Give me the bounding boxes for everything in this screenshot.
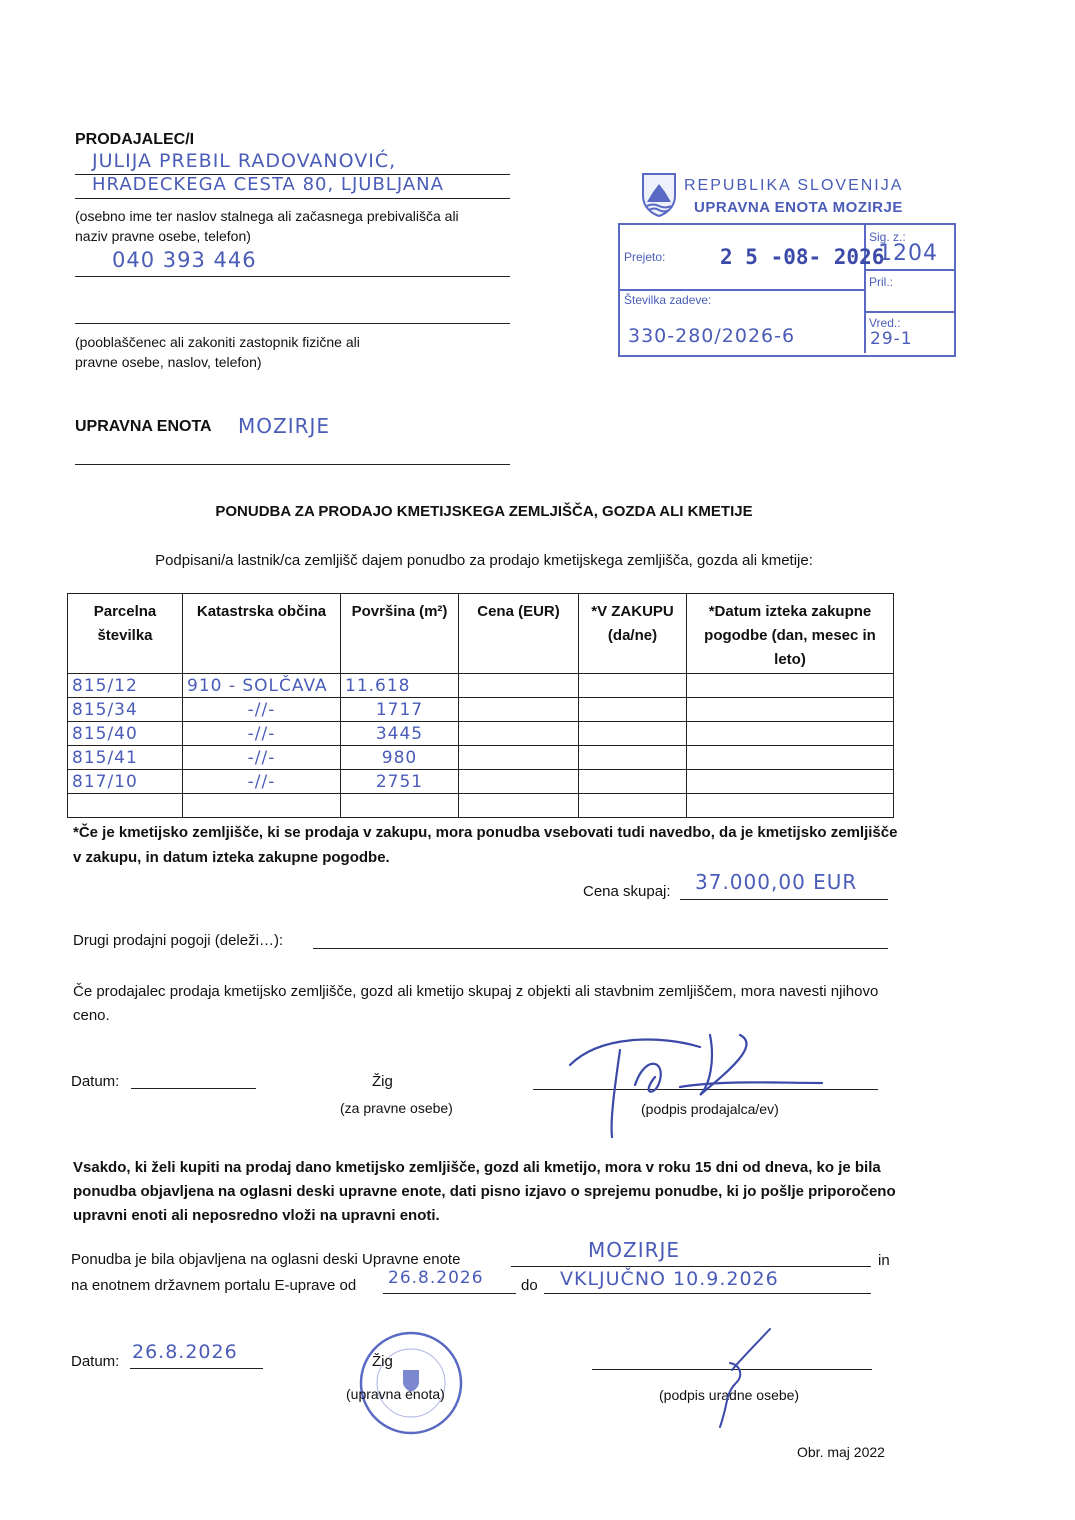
vred-value: 29-1 bbox=[870, 329, 913, 349]
total-label: Cena skupaj: bbox=[583, 883, 671, 900]
published-text-1: Ponudba je bila objavljena na oglasni deski Upravne enote bbox=[71, 1251, 461, 1268]
cell-cadastral: -//- bbox=[247, 771, 276, 792]
seller-signature bbox=[560, 1025, 830, 1145]
col-lease-end: *Datum izteka zakupne pogodbe (dan, mesec in leto) bbox=[687, 594, 894, 674]
cell-lease-end bbox=[687, 722, 894, 746]
case-value: 330-280/2026-6 bbox=[628, 325, 796, 347]
office-value: MOZIRJE bbox=[238, 414, 331, 438]
cell-lease bbox=[579, 770, 687, 794]
table-row bbox=[68, 722, 894, 746]
cell-lease bbox=[579, 674, 687, 698]
office-line bbox=[75, 464, 510, 465]
cell-lease-end bbox=[687, 698, 894, 722]
case-label: Številka zadeve: bbox=[624, 293, 712, 307]
cell-parcel: 815/12 bbox=[72, 675, 138, 696]
cell-area: 3445 bbox=[375, 723, 424, 744]
cell-price bbox=[459, 698, 579, 722]
phone-line bbox=[75, 276, 510, 277]
total-line bbox=[680, 899, 888, 900]
parcel-table bbox=[67, 593, 894, 818]
cell-area: 11.618 bbox=[345, 675, 411, 696]
cell-lease bbox=[579, 794, 687, 818]
seller-address: HRADECKEGA CESTA 80, LJUBLJANA bbox=[92, 174, 444, 195]
cell-area: 2751 bbox=[375, 771, 424, 792]
published-from: 26.8.2026 bbox=[388, 1268, 484, 1288]
table-row bbox=[68, 794, 894, 818]
datum-value-2: 26.8.2026 bbox=[132, 1341, 238, 1363]
published-to-line bbox=[544, 1293, 871, 1294]
office-seal bbox=[358, 1330, 464, 1436]
official-signature-caption: (podpis uradne osebe) bbox=[659, 1387, 800, 1403]
cell-lease-end bbox=[687, 674, 894, 698]
objects-note: Če prodajalec prodaja kmetijsko zemljišče, gozd ali kmetijo skupaj z objekti ali stavbnim zemljiščem, mora navesti njihovo ceno. bbox=[73, 983, 879, 1024]
cell-parcel: 815/41 bbox=[72, 747, 138, 768]
col-lease: *V ZAKUPU (da/ne) bbox=[579, 594, 687, 674]
seller-name: JULIJA PREBIL RADOVANOVIĆ, bbox=[92, 150, 397, 172]
cell-area: 1717 bbox=[375, 699, 424, 720]
zig-label-2: Žig bbox=[372, 1353, 393, 1370]
cell-cadastral: 910 - SOLČAVA bbox=[187, 675, 328, 696]
col-area: Površina (m²) bbox=[341, 594, 459, 674]
published-office-line bbox=[511, 1266, 871, 1267]
table-row bbox=[68, 746, 894, 770]
page-title: PONUDBA ZA PRODAJO KMETIJSKEGA ZEMLJIŠČA, GOZDA ALI KMETIJE bbox=[215, 503, 753, 520]
datum-label-2: Datum: bbox=[71, 1353, 120, 1370]
published-do: do bbox=[521, 1277, 538, 1294]
datum-label-1: Datum: bbox=[71, 1073, 120, 1090]
col-cadastral: Katastrska občina bbox=[183, 594, 341, 674]
cell-parcel bbox=[68, 794, 183, 818]
total-value: 37.000,00 EUR bbox=[695, 870, 858, 894]
cell-lease bbox=[579, 722, 687, 746]
coat-of-arms-icon bbox=[641, 172, 677, 218]
stamp-office: UPRAVNA ENOTA MOZIRJE bbox=[694, 199, 903, 216]
pril-label: Pril.: bbox=[869, 275, 893, 289]
col-parcel: Parcelna številka bbox=[68, 594, 183, 674]
sig-label: Sig. z.: bbox=[869, 230, 906, 244]
cell-price bbox=[459, 794, 579, 818]
zig-sub-1: (za pravne osebe) bbox=[340, 1100, 453, 1116]
cell-lease-end bbox=[687, 794, 894, 818]
seller-signature-caption: (podpis prodajalca/ev) bbox=[641, 1101, 779, 1117]
seller-phone: 040 393 446 bbox=[112, 248, 257, 272]
cell-area bbox=[341, 794, 459, 818]
agent-line bbox=[75, 323, 510, 324]
published-text-2: na enotnem državnem portalu E-uprave od bbox=[71, 1277, 357, 1294]
cell-cadastral bbox=[183, 794, 341, 818]
vred-label: Vred.: bbox=[869, 316, 901, 330]
cell-parcel: 815/40 bbox=[72, 723, 138, 744]
datum-line-2 bbox=[130, 1368, 263, 1369]
cell-area: 980 bbox=[381, 747, 418, 768]
cell-parcel: 815/34 bbox=[72, 699, 138, 720]
other-terms-line bbox=[313, 948, 888, 949]
cell-price bbox=[459, 674, 579, 698]
table-row bbox=[68, 770, 894, 794]
stamp-republic: REPUBLIKA SLOVENIJA bbox=[684, 177, 904, 194]
office-label: UPRAVNA ENOTA bbox=[75, 418, 212, 435]
col-price: Cena (EUR) bbox=[459, 594, 579, 674]
other-terms-label: Drugi prodajni pogoji (deleži…): bbox=[73, 932, 284, 949]
table-row bbox=[68, 674, 894, 698]
table-row bbox=[68, 698, 894, 722]
cell-cadastral: -//- bbox=[247, 699, 276, 720]
datum-line-1 bbox=[131, 1088, 256, 1089]
published-in: in bbox=[878, 1252, 890, 1269]
cell-price bbox=[459, 746, 579, 770]
intro-text: Podpisani/a lastnik/ca zemljišč dajem ponudbo za prodajo kmetijskega zemljišča, gozda ali kmetije: bbox=[155, 552, 813, 569]
cell-lease bbox=[579, 698, 687, 722]
cell-price bbox=[459, 722, 579, 746]
received-date: 2 5 -08- 2026 bbox=[720, 245, 885, 269]
seller-address-line bbox=[75, 198, 510, 199]
received-label: Prejeto: bbox=[624, 250, 666, 264]
agent-desc: (pooblaščenec ali zakoniti zastopnik fizične ali pravne osebe, naslov, telefon) bbox=[75, 334, 360, 370]
official-signature bbox=[700, 1325, 780, 1430]
published-office: MOZIRJE bbox=[588, 1238, 681, 1262]
zig-label-1: Žig bbox=[372, 1073, 393, 1090]
cell-cadastral: -//- bbox=[247, 723, 276, 744]
seller-heading: PRODAJALEC/I bbox=[75, 131, 195, 148]
cell-price bbox=[459, 770, 579, 794]
receipt-stamp bbox=[618, 223, 956, 357]
buyer-note: Vsakdo, ki želi kupiti na prodaj dano kmetijsko zemljišče, gozd ali kmetijo, mora v roku 15 dni od dneva, ko je bila ponudba objavljena na oglasni deski upravne enote, dati pisno izjavo o sprejemu ponudbe, ki jo pošlje priporočeno upravni enoti ali neposredno vloži na upravni enoti. bbox=[73, 1159, 896, 1224]
seller-desc: (osebno ime ter naslov stalnega ali začasnega prebivališča ali naziv pravne osebe, telefon) bbox=[75, 208, 459, 244]
form-footer: Obr. maj 2022 bbox=[797, 1444, 885, 1460]
cell-cadastral: -//- bbox=[247, 747, 276, 768]
cell-lease-end bbox=[687, 770, 894, 794]
published-to: VKLJUČNO 10.9.2026 bbox=[560, 1268, 779, 1290]
cell-lease bbox=[579, 746, 687, 770]
zig-sub-2: (upravna enota) bbox=[346, 1386, 445, 1402]
published-from-line bbox=[383, 1293, 516, 1294]
cell-parcel: 817/10 bbox=[72, 771, 138, 792]
sig-value: 1204 bbox=[878, 241, 938, 266]
cell-lease-end bbox=[687, 746, 894, 770]
lease-note: *Če je kmetijsko zemljišče, ki se prodaja v zakupu, mora ponudba vsebovati tudi navedbo, da je kmetijsko zemljišče v zakupu, in datum izteka zakupne pogodbe. bbox=[73, 824, 898, 866]
